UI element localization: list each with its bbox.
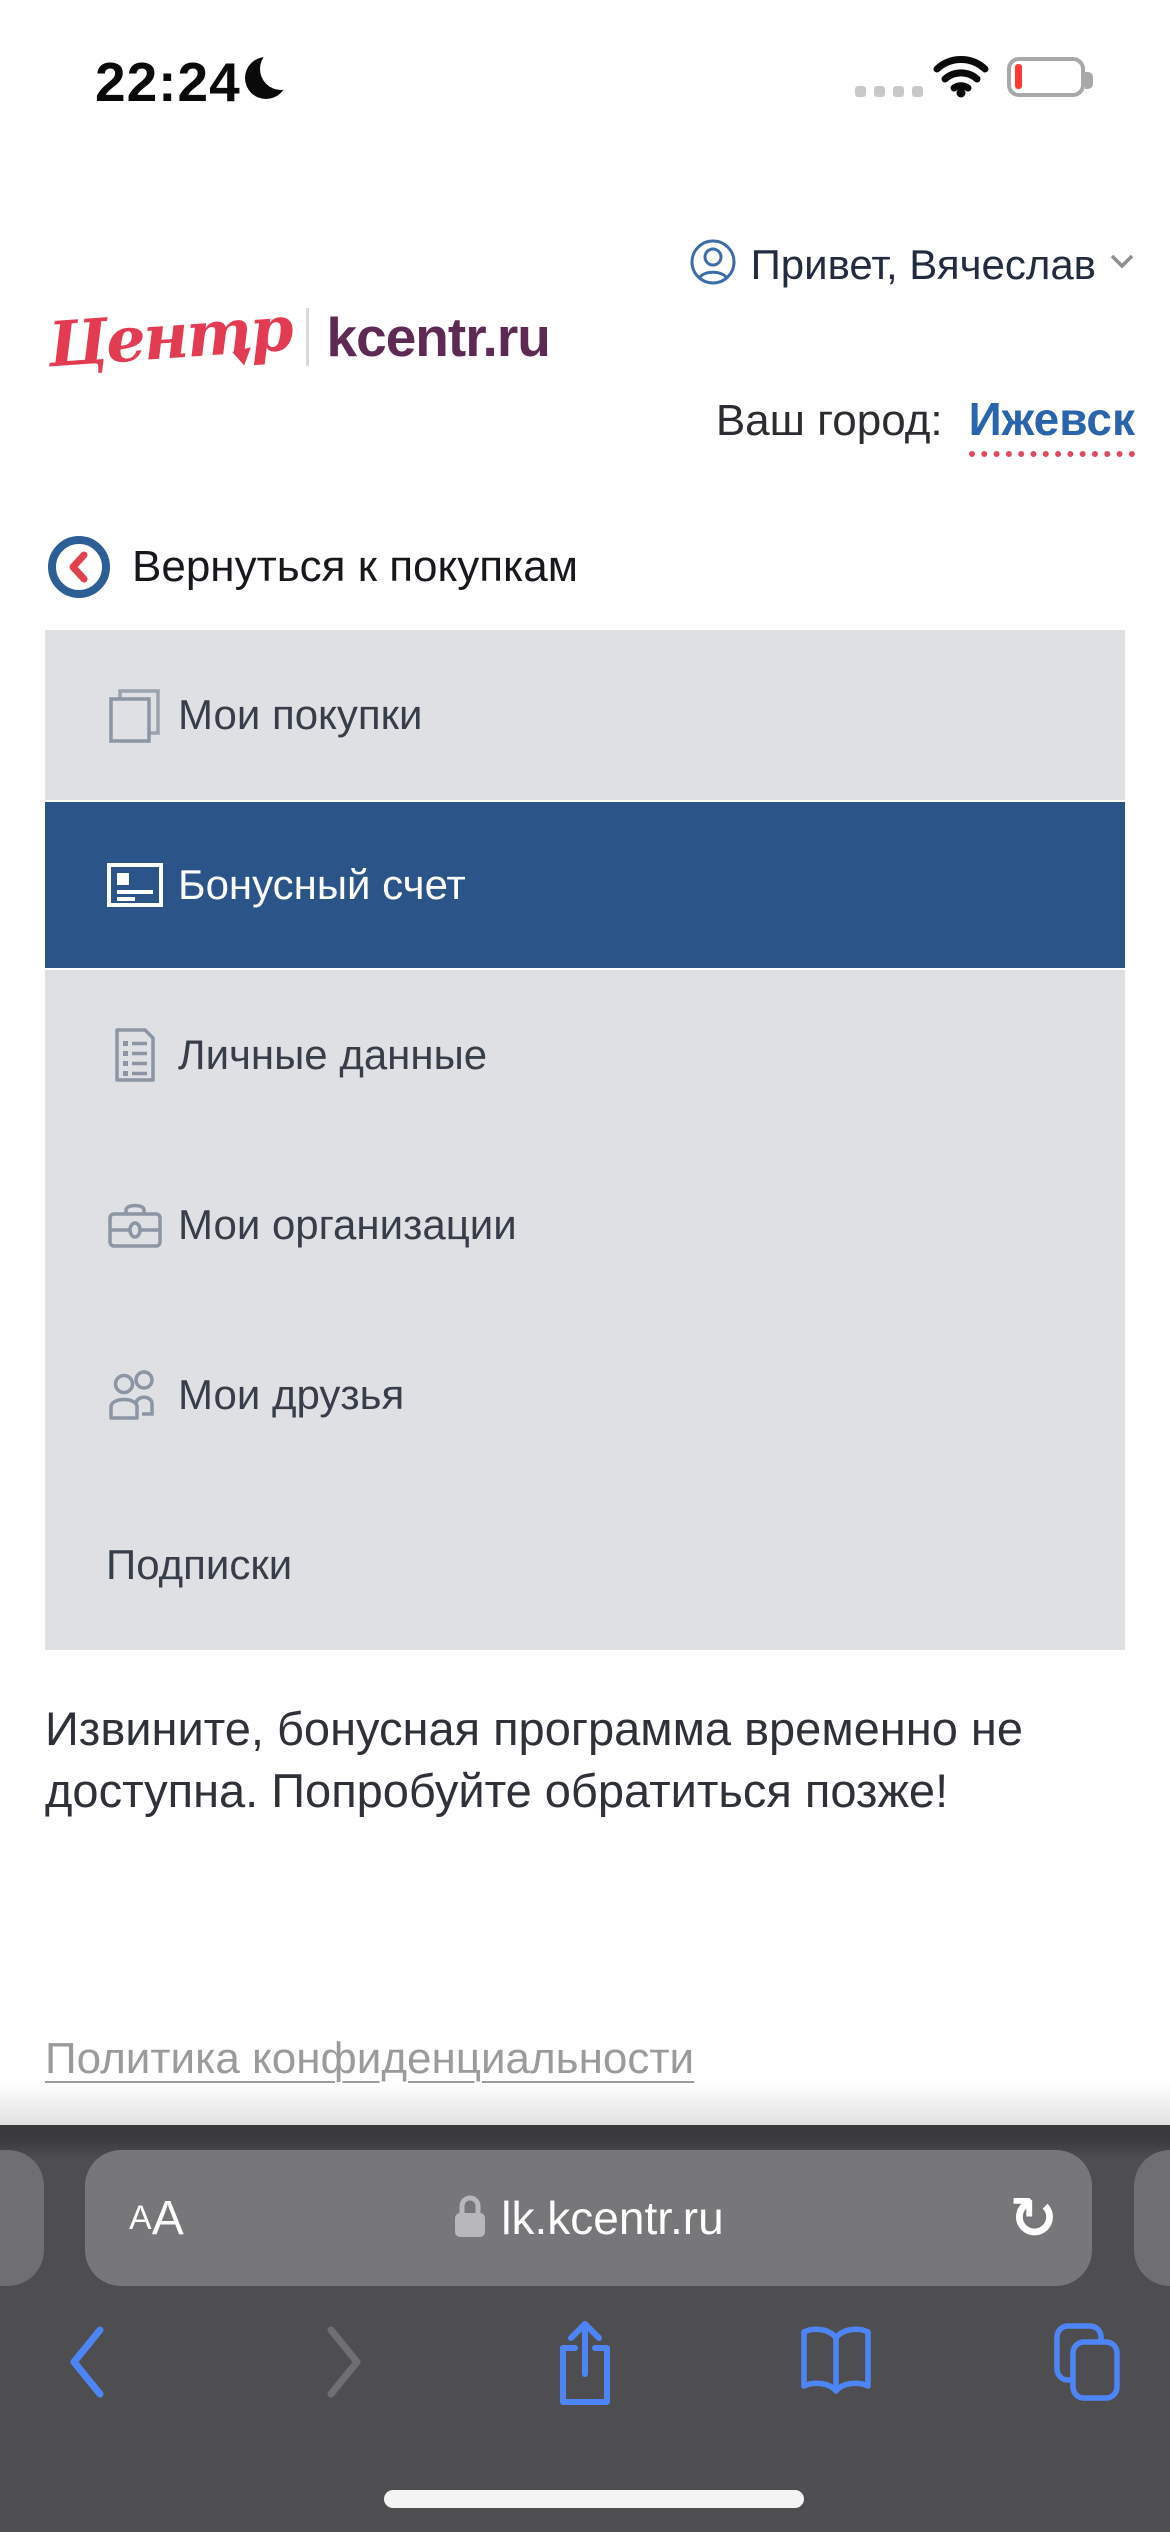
- logo-divider: [306, 308, 309, 366]
- menu-item-label: Бонусный счет: [178, 861, 466, 908]
- wifi-icon: [933, 54, 989, 103]
- address-bar[interactable]: [85, 2150, 1092, 2286]
- home-indicator[interactable]: [384, 2490, 804, 2508]
- url-text: lk.kcentr.ru: [501, 2192, 724, 2244]
- menu-item-label: Мои друзья: [178, 1371, 405, 1418]
- friends-icon: [106, 1366, 164, 1424]
- city-link[interactable]: Ижевск: [969, 392, 1135, 457]
- menu-item-bonus-account[interactable]: [45, 800, 1125, 970]
- focus-moon-icon: [245, 57, 287, 99]
- city-label: Ваш город:: [715, 396, 943, 445]
- purchases-icon: [106, 686, 164, 744]
- back-to-shopping-link[interactable]: [48, 536, 578, 598]
- reader-small-a: А: [129, 2198, 152, 2237]
- bookmarks-button[interactable]: [794, 2322, 878, 2409]
- page-bottom-shadow: [0, 2083, 1170, 2125]
- status-time: 22:24: [95, 51, 241, 113]
- user-avatar-icon: [689, 238, 737, 291]
- menu-item-subscriptions[interactable]: [45, 1480, 1125, 1650]
- share-button[interactable]: [545, 2314, 625, 2419]
- menu-item-label: Личные данные: [178, 1031, 488, 1078]
- back-button[interactable]: [66, 2324, 110, 2405]
- tabs-button[interactable]: [1045, 2320, 1129, 2411]
- safari-toolbar: [0, 2125, 1170, 2532]
- back-link-label: Вернуться к покупкам: [132, 542, 578, 591]
- previous-tab-stub[interactable]: [0, 2150, 44, 2286]
- menu-item-label: Мои организации: [178, 1201, 517, 1248]
- back-circle-icon: [48, 536, 110, 598]
- logo-script-text: Центр: [45, 291, 294, 382]
- greeting-text: Привет, Вячеслав: [750, 240, 1096, 288]
- chevron-down-icon: [1110, 254, 1134, 275]
- forward-button[interactable]: [321, 2324, 365, 2405]
- city-row: [716, 392, 1135, 457]
- lock-icon: [453, 2193, 487, 2244]
- menu-item-personal-data[interactable]: [45, 970, 1125, 1140]
- bonus-unavailable-message: Извините, бонусная программа временно не доступна. Попробуйте обратиться позже!: [45, 1702, 1023, 1817]
- menu-item-label: Подписки: [106, 1541, 293, 1588]
- kcentr-logo[interactable]: [45, 291, 550, 382]
- cellular-signal-icon: [855, 86, 923, 97]
- account-sidebar-menu: [45, 630, 1125, 1650]
- menu-item-my-organizations[interactable]: [45, 1140, 1125, 1310]
- battery-level-low: [1015, 64, 1022, 89]
- personal-data-icon: [106, 1026, 164, 1084]
- next-tab-stub[interactable]: [1134, 2150, 1170, 2286]
- menu-item-my-friends[interactable]: [45, 1310, 1125, 1480]
- menu-item-label: Мои покупки: [178, 691, 423, 738]
- url-display: [85, 2150, 1092, 2286]
- privacy-policy-link[interactable]: Политика конфиденциальности: [45, 2034, 695, 2083]
- bonus-card-icon: [106, 856, 164, 914]
- reload-icon[interactable]: ↻: [1009, 2184, 1058, 2252]
- logo-domain-text: kcentr.ru: [326, 305, 550, 368]
- reader-large-a: А: [151, 2191, 184, 2245]
- battery-icon: [1007, 57, 1085, 97]
- account-menu[interactable]: [689, 238, 1134, 291]
- briefcase-icon: [106, 1196, 164, 1254]
- menu-item-my-purchases[interactable]: [45, 630, 1125, 800]
